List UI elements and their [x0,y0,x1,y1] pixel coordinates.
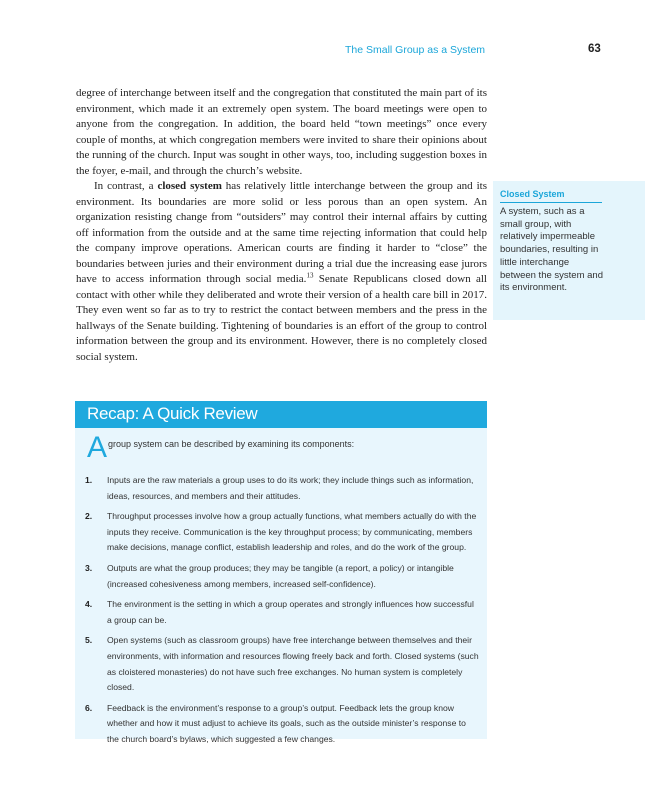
recap-list [85,473,480,753]
recap-item [85,509,480,556]
recap-intro: group system can be described by examining its components: [108,439,355,449]
recap-item-text: Throughput processes involve how a group actually functions, what members actually do with the inputs they receive. Communication is the key throughput process; by communicating, members make decisions, manage conflict, establish leadership and roles, and do the work of the group. [107,511,477,553]
recap-item-text: Inputs are the raw materials a group uses to do its work; they include things such as information, ideas, resources, and members and their attitudes. [107,475,474,501]
key-term-closed-system: closed system [157,180,222,192]
p2-before: In contrast, a [94,180,158,192]
recap-item-number: 1. [85,475,93,485]
recap-item [85,633,480,695]
body-paragraph-2 [76,179,487,365]
recap-item-text: Open systems (such as classroom groups) have free interchange between themselves and their environments, with information and resources flowing freely back and forth. Closed systems (such as cloistered monasteries) do not have such free exchanges. No human system is completely closed. [107,635,479,693]
recap-item-number: 4. [85,599,93,610]
recap-dropcap: A [87,431,108,464]
recap-item [85,561,480,592]
recap-item-text: Feedback is the environment’s response to a group’s output. Feedback lets the group know whether and how it must adjust to achieve its goals, such as the outside minister’s response to the church board’s bylaws, which suggested a few changes. [107,702,466,744]
recap-item-text: The environment is the setting in which a group operates and strongly influences how successful a group can be. [107,599,474,625]
body-text [76,86,487,365]
recap-item-number: 6. [85,702,93,713]
p2-after: Senate Republicans closed down all contact with other while they deliberated and wrote their version of a health care bill in 2017. They even went so far as to try to restrict the contact between members and the press in the hallways of the Senate building. Tightening of boundaries is an effort of the group to control information between the group and its environment. However, there is no completely closed social system. [76,273,487,363]
running-head: The Small Group as a System [345,44,486,56]
margin-note-term: Closed System [500,189,602,203]
recap-header-bar [75,401,487,428]
recap-box [75,401,487,744]
footnote-ref: 13 [306,271,314,280]
p2-middle: has relatively little interchange between the group and its environment. Its boundaries are more solid or less porous than an open system. An organization resisting change from “outsiders” may control their internal affairs by cutting off information from the outside and at the same time rejecting information that could help the company improve operations. American courts are finding it harder to “close” the boundaries between juries and their environment during a trial due the increasing ease jurors have to access information through social media. [76,180,487,285]
recap-item-number: 5. [85,635,93,646]
recap-item [85,473,480,504]
page-number: 63 [588,43,601,55]
recap-item [85,597,480,628]
body-paragraph-1: degree of interchange between itself and the congregation that constituted the main part of its environment, which made it an extremely open system. The board meetings were open to anyone from the congregation. In addition, the board held “town meetings” once every couple of months, at which congregation members were invited to share their opinions about the running of the church. Input was sought in other ways, too, including suggestion boxes in the foyer, e-mail, and through the church’s website. [76,87,487,177]
margin-note-definition: A system, such as a small group, with relatively impermeable boundaries, resulting in little interchange between the system and its environment. [500,206,603,294]
recap-item-number: 2. [85,511,93,522]
recap-item [85,701,480,748]
recap-item-text: Outputs are what the group produces; they may be tangible (a report, a policy) or intangible (increased cohesiveness among members, increased self-confidence). [107,562,454,589]
recap-item-number: 3. [85,562,93,573]
recap-title: Recap: A Quick Review [87,404,258,423]
